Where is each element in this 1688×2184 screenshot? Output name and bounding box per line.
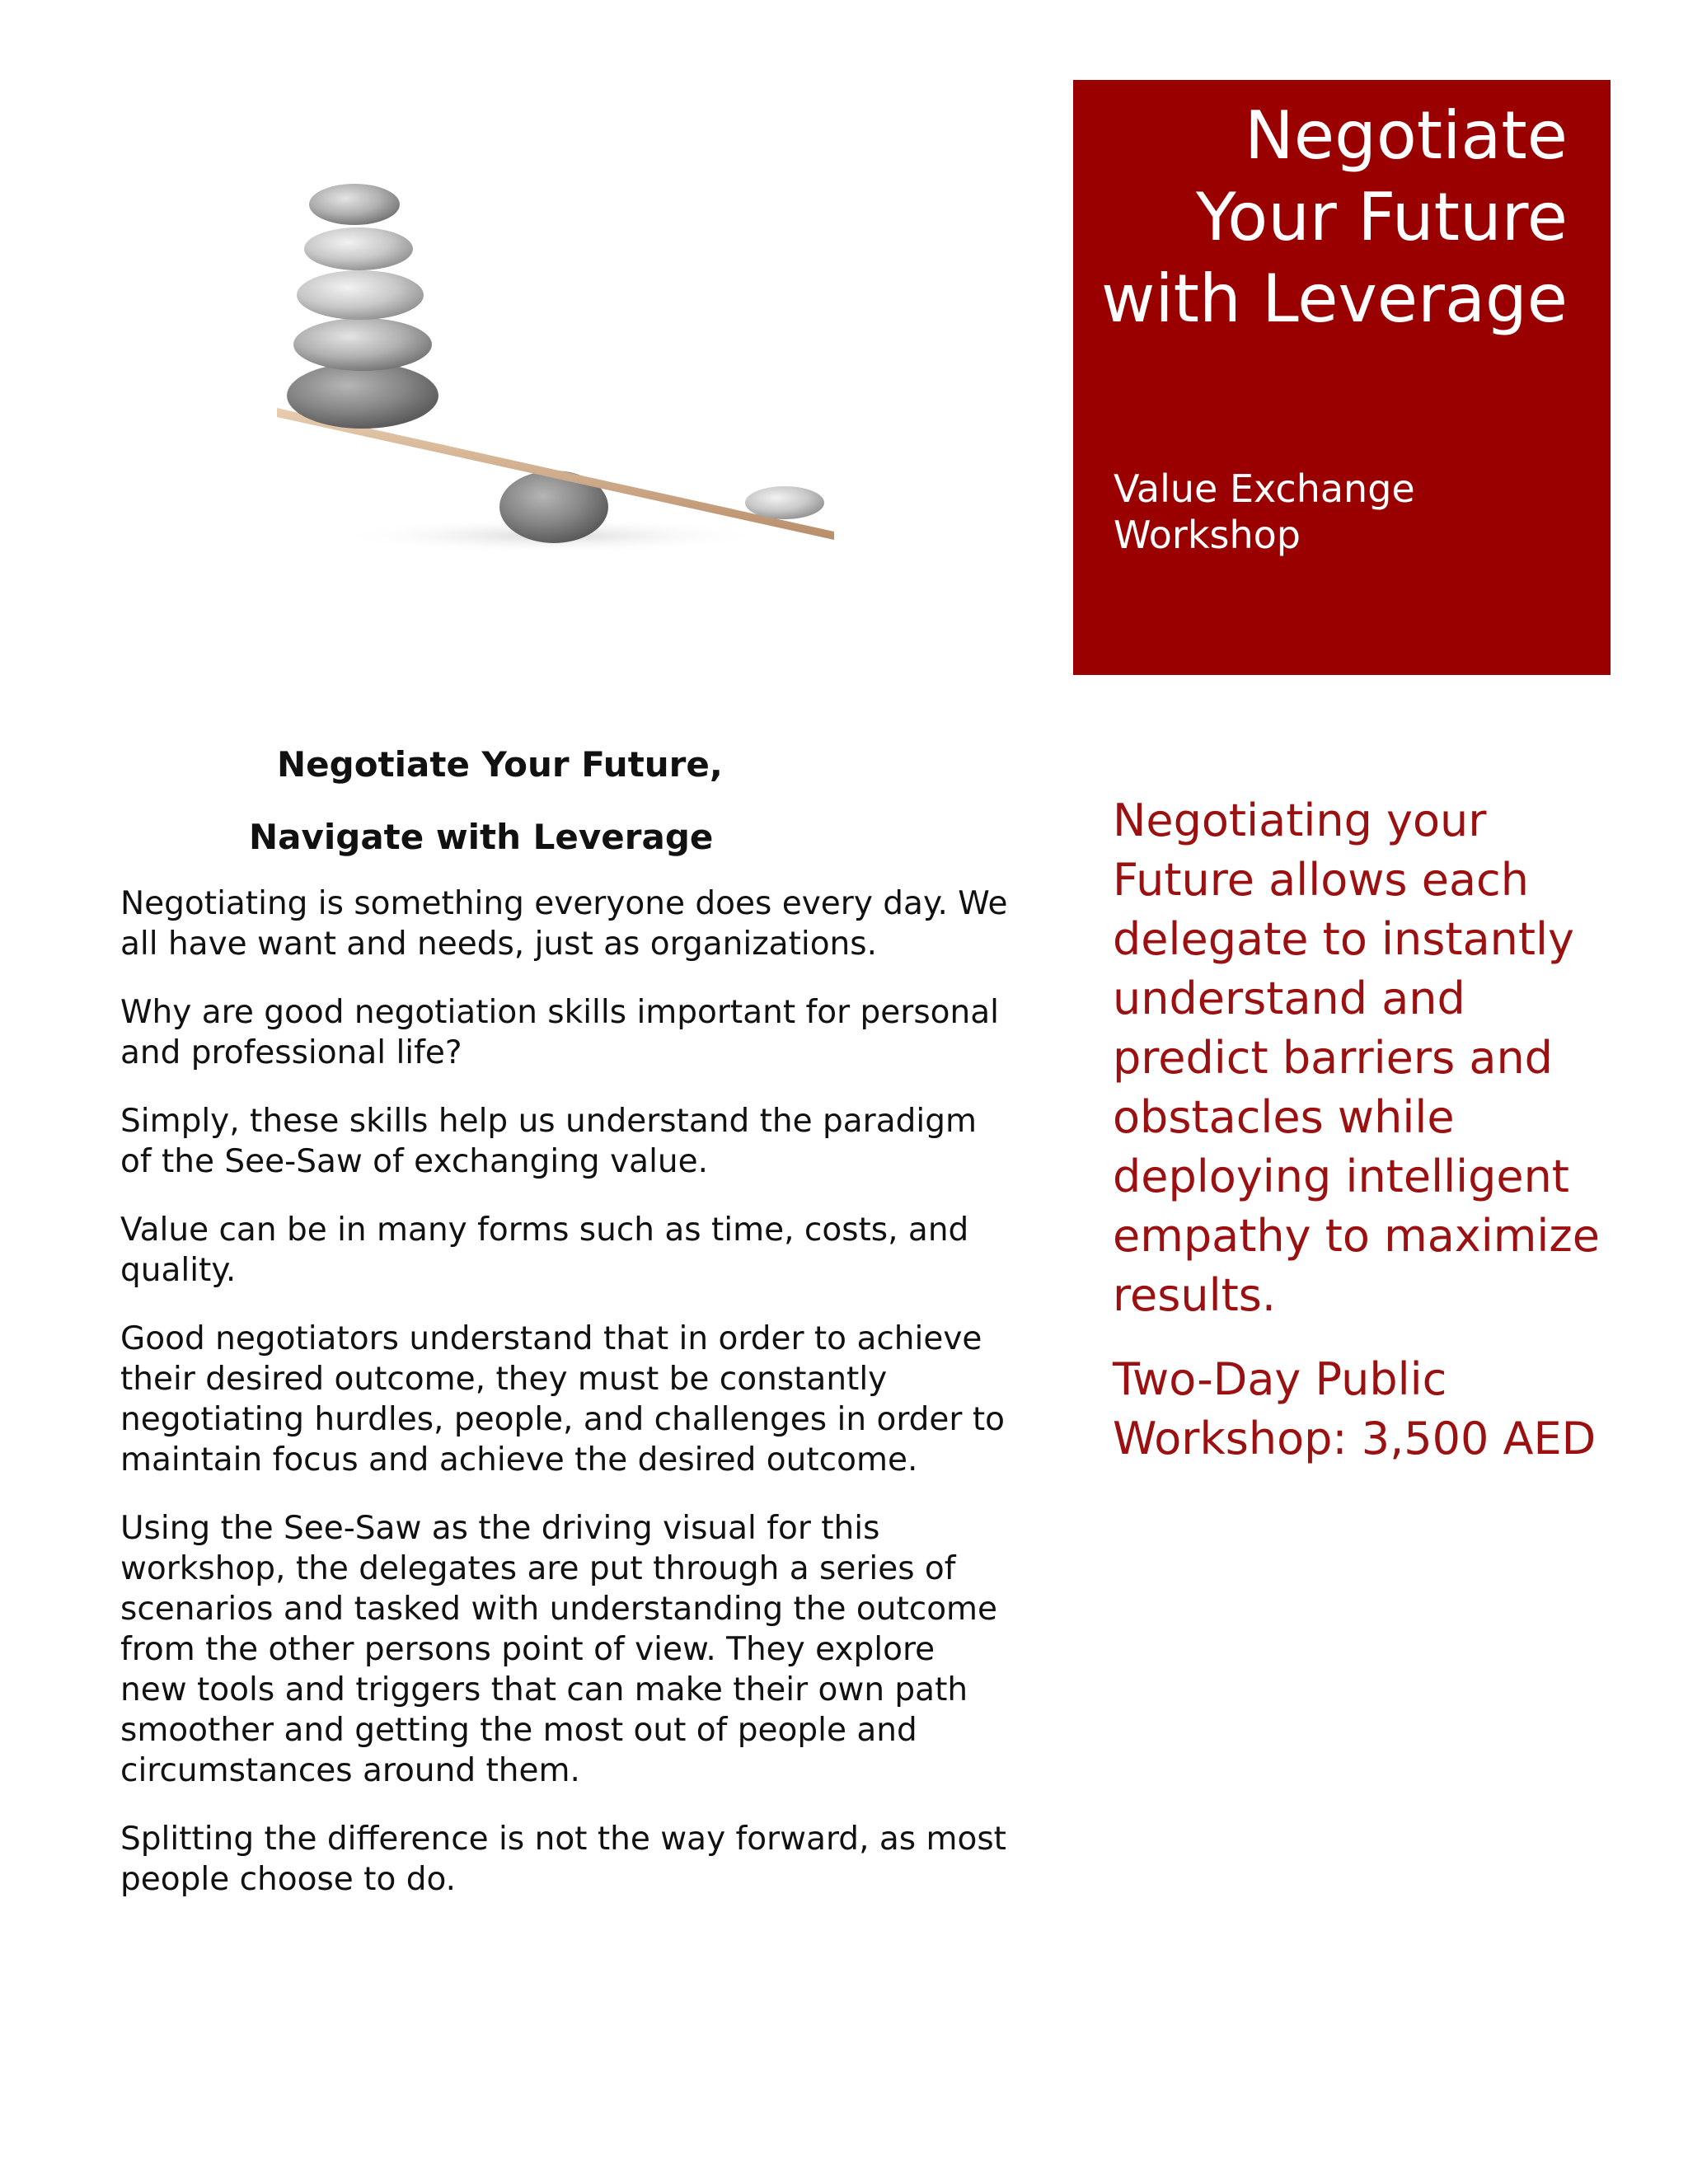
balancing-stones-image: [247, 157, 874, 569]
workshop-price: Two-Day Public Workshop: 3,500 AED: [1113, 1353, 1597, 1465]
sidebar-pitch: Negotiating your Future allows each delegate to instantly understand and predict barriers and obstacles while deploying intelligent empathy to maximize results.: [1113, 794, 1600, 1321]
title-line-1: Negotiate: [1245, 97, 1568, 174]
paragraph-2: Why are good negotiation skills important for personal and professional life?: [120, 994, 999, 1071]
main-content: [120, 742, 1010, 1900]
paragraph-3: Simply, these skills help us understand the paradigm of the See-Saw of exchanging value.: [120, 1103, 977, 1180]
workshop-subtitle: [1114, 466, 1415, 558]
title-line-3: with Leverage: [1100, 260, 1568, 337]
section-heading-2: Navigate with Leverage: [249, 817, 714, 857]
subtitle-line-1: Value Exchange: [1114, 466, 1415, 511]
subtitle-line-2: Workshop: [1114, 513, 1301, 557]
sidebar: [1113, 791, 1632, 1469]
paragraph-6: Using the See-Saw as the driving visual for this workshop, the delegates are put through a series of scenarios and tasked with understanding the outcome from the other persons point of view. They explore new tools and triggers that can make their own path smoother and getting the most out of people and circumstances around them.: [120, 1510, 998, 1789]
see-saw-stones-icon: [247, 157, 874, 569]
paragraph-7: Splitting the difference is not the way forward, as most people choose to do.: [120, 1821, 1006, 1898]
paragraph-4: Value can be in many forms such as time, costs, and quality.: [120, 1212, 969, 1289]
page-title: [1101, 95, 1568, 340]
title-line-2: Your Future: [1196, 179, 1568, 255]
section-heading-1: Negotiate Your Future,: [277, 744, 723, 785]
title-banner: [1073, 80, 1611, 675]
paragraph-5: Good negotiators understand that in order to achieve their desired outcome, they must be constantly negotiating hurdles, people, and challenges in order to maintain focus and achieve the desired outcome.: [120, 1320, 1005, 1479]
paragraph-1: Negotiating is something everyone does every day. We all have want and needs, just as organizations.: [120, 885, 1008, 963]
